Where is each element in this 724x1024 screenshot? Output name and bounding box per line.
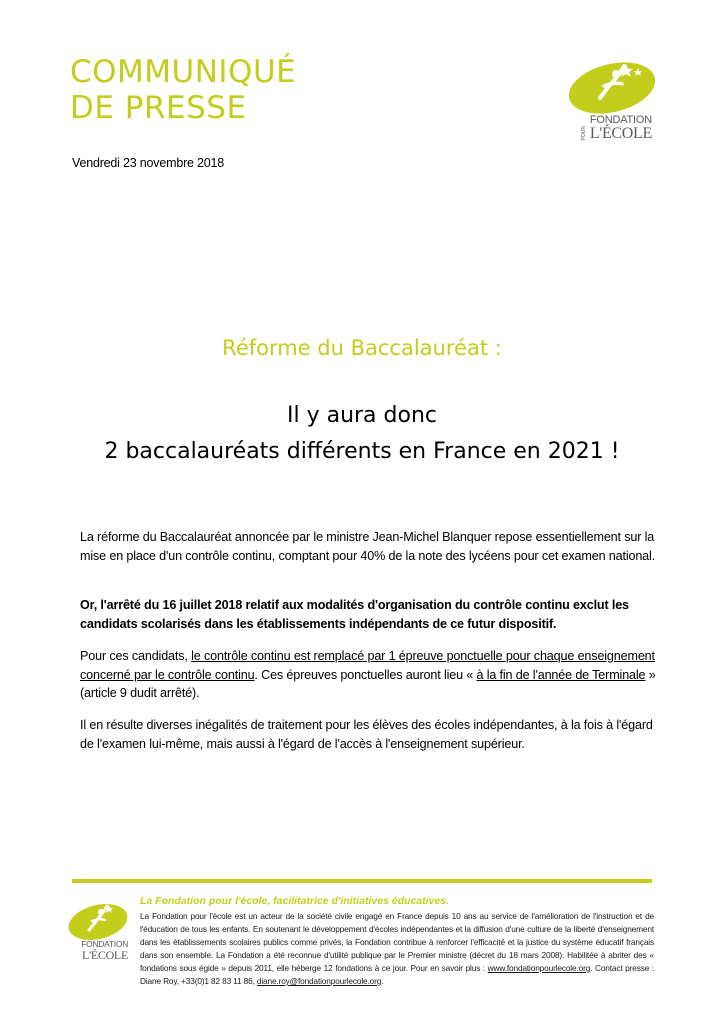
footer-logo-line-1: FONDATION: [81, 939, 128, 949]
p3-part-b: . Ces épreuves ponctuelles auront lieu «: [254, 667, 477, 682]
star-figure-logo-icon: [564, 58, 660, 114]
footer-logo-line-2: L'ÉCOLE: [81, 948, 128, 962]
paragraph-2: Or, l'arrêté du 16 juillet 2018 relatif aux modalités d'organisation du contrôle continu exclut les candidats scolarisés dans les établissements indépendants de ce futur dispositif.: [80, 598, 629, 631]
logo-pour: POUR: [580, 126, 587, 141]
footer-logo-wordmark: [81, 940, 128, 961]
paragraph-1: La réforme du Baccalauréat annoncée par le ministre Jean-Michel Blanquer repose essentiellement sur la mise en place d'un contrôle continu, comptant pour 40% de la note des lycéens pour cet examen national.: [80, 530, 656, 563]
headline: [0, 398, 724, 470]
paragraph-4: Il en résulte diverses inégalités de traitement pour les élèves des écoles indépendantes, à la fois à l'égard de l'examen lui-même, mais aussi à l'égard de l'accès à l'enseignement supérieur.: [80, 718, 653, 751]
footer-star-figure-logo-icon: [62, 902, 132, 942]
footer-text-body: La Fondation pour l'école est un acteur de la société civile engagé en France depuis 10 ans au service de l'amélioration de l'instruction et de l'éducation de tous les enfants. En soutenant le développement d'écoles indépendantes et la diffusion d'une culture de la liberté d'enseignement dans les établissements scolaires publics comme privés, la Fondation contribue à renforcer l'efficacité et la justice du système éducatif français dans son ensemble. La Fondation a été reconnue d'utilité publique par le Premier ministre (décret du 18 mars 2008). Habilitée à abriter des « fondations sous égide » depuis 2011, elle héberge 12 fondations à ce jour. Pour en savoir plus :: [140, 911, 654, 973]
footer-divider: [72, 879, 652, 883]
headline-line-1: Il y aura donc: [286, 403, 437, 428]
subtitle: Réforme du Baccalauréat :: [222, 336, 502, 360]
footer-logo: [62, 902, 132, 974]
logo-line-2: L'ÉCOLE: [589, 125, 652, 142]
headline-line-2: 2 baccalauréats différents en France en 2021 !: [104, 439, 620, 464]
document-title: [70, 54, 296, 126]
p3-part-a: Pour ces candidats,: [80, 649, 192, 663]
press-date: Vendredi 23 novembre 2018: [72, 156, 225, 170]
email-link[interactable]: diane.roy@fondationpourlecole.org: [256, 976, 382, 986]
p3-underlined-1: le contrôle continu est remplacé par 1 épreuve ponctuelle pour chaque enseignement concerné par le contrôle continu: [80, 649, 655, 682]
logo-wordmark: [580, 114, 652, 142]
p3-underlined-2: à la fin de l'année de Terminale: [476, 667, 646, 682]
title-line-2: DE PRESSE: [70, 90, 247, 126]
footer-contact-text: . Contact presse : Diane Roy, +33(0)1 82 83 11 86,: [140, 963, 655, 986]
title-line-1: COMMUNIQUÉ: [70, 54, 297, 90]
footer-description: [140, 910, 654, 988]
logo-line-1: FONDATION: [589, 114, 652, 126]
p3-part-c: » (article 9 dudit arrêté).: [80, 667, 656, 700]
footer-end: .: [381, 976, 384, 986]
website-link[interactable]: www.fondationpourlecole.org: [487, 963, 591, 973]
footer-tagline: La Fondation pour l'école, facilitatrice d'initiatives éducatives.: [140, 895, 449, 907]
paragraph-3: [80, 647, 656, 703]
fondation-logo: [564, 58, 660, 148]
